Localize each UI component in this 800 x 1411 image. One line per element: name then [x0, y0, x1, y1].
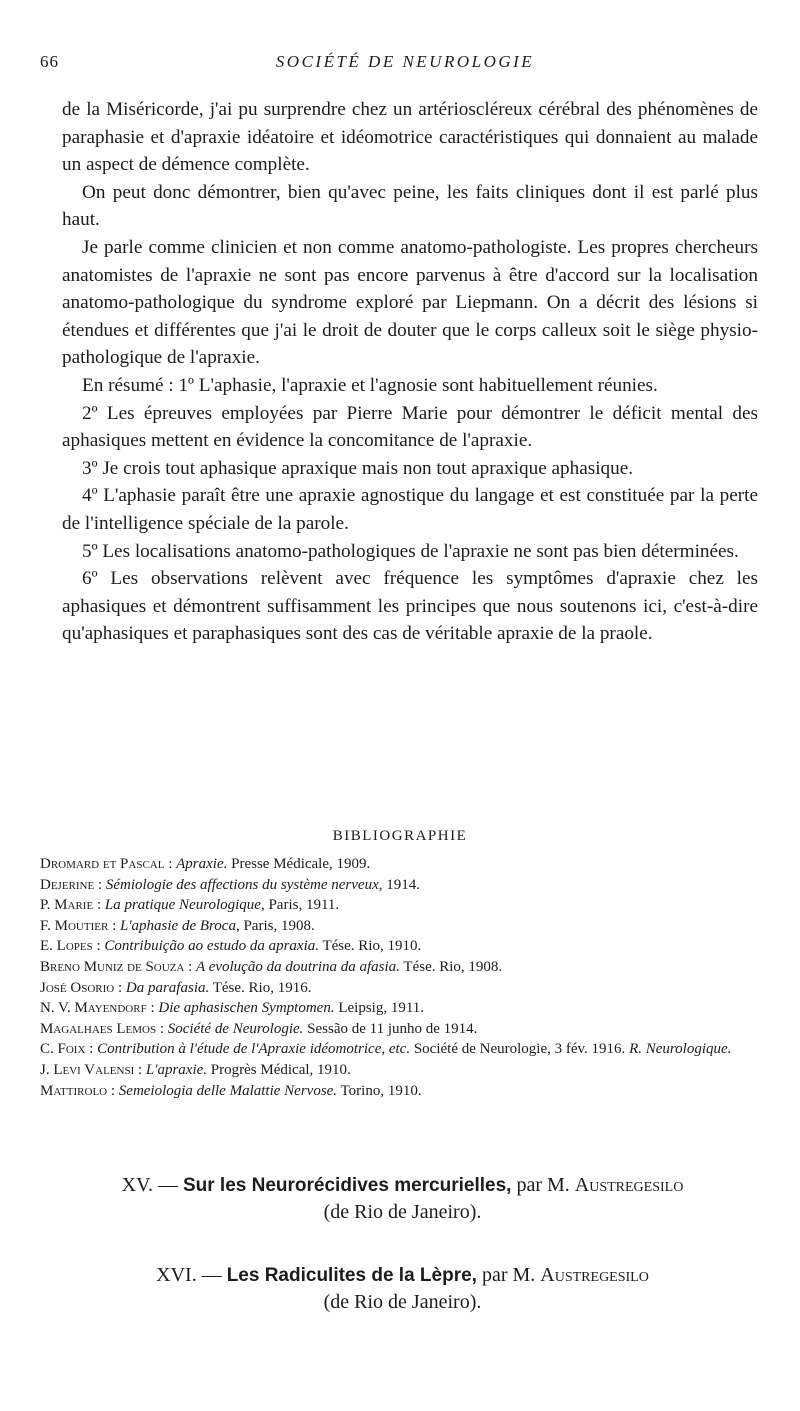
- bib-work: Société de Neurologie.: [167, 1020, 304, 1037]
- section-affiliation: (de Rio de Janeiro).: [323, 1291, 482, 1313]
- bib-work: Da parafasia.: [125, 979, 210, 996]
- bib-sep: :: [114, 979, 126, 996]
- bib-details: Presse Médicale, 1909.: [227, 856, 371, 872]
- bib-work: Sémiologie des affections du système nerveux,: [105, 876, 383, 893]
- section-xv-heading: [40, 1172, 765, 1226]
- bib-author: J. Levi Valensi: [40, 1061, 135, 1078]
- bib-details: Sessão de 11 junho de 1914.: [303, 1020, 478, 1037]
- body-text: [62, 96, 758, 648]
- bib-work: R. Neurologique.: [629, 1041, 732, 1058]
- bib-entry: [40, 1060, 765, 1081]
- bib-author: Mattirolo: [40, 1082, 108, 1099]
- bib-sep: :: [107, 1082, 119, 1099]
- bib-work: L'apraxie.: [145, 1061, 208, 1078]
- bib-details: Tése. Rio, 1910.: [318, 938, 422, 955]
- section-dash: —: [152, 1174, 183, 1196]
- summary-point-3: 3º Je crois tout aphasique apraxique mais non tout apraxique aphasique.: [82, 457, 634, 479]
- bib-entry: [40, 978, 765, 999]
- section-number: XVI.: [156, 1264, 197, 1286]
- bib-entry: [40, 936, 765, 957]
- section-number: XV.: [121, 1174, 153, 1196]
- bib-sep: :: [156, 1020, 168, 1037]
- bibliography-heading: BIBLIOGRAPHIE: [332, 828, 468, 844]
- summary-point-5: 5º Les localisations anatomo-pathologiques de l'apraxie ne sont pas bien déterminées.: [82, 540, 739, 562]
- bib-work: Semeiologia delle Malattie Nervose.: [118, 1082, 338, 1099]
- paragraph-continuation: de la Miséricorde, j'ai pu surprendre chez un artérioscléreux cérébral des phénomènes de paraphasie et d'apraxie idéatoire et idéomotrice caractéristiques qui donnaient au malade un aspect de démence complète.: [62, 99, 758, 176]
- summary-point-4: 4º L'aphasie paraît être une apraxie agnostique du langage et est constituée par la perte de l'intelligence spéciale de la parole.: [62, 485, 758, 534]
- bib-details: Paris, 1911.: [264, 897, 340, 914]
- bib-details: Progrès Médical, 1910.: [207, 1061, 351, 1078]
- paragraph: Je parle comme clinicien et non comme anatomo-pathologiste. Les propres chercheurs anatomistes de l'apraxie ne sont pas encore parvenus à être d'accord sur la localisation anatomo-pathologique du syndrome exploré par Liepmann. On a décrit des lésions si étendues et différentes que j'ai le droit de douter que le corps calleux soit le siège physio-pathologique de l'apraxie.: [62, 236, 758, 369]
- bib-work: Contribution à l'étude de l'Apraxie idéomotrice, etc.: [97, 1041, 411, 1058]
- section-affiliation: (de Rio de Janeiro).: [323, 1201, 482, 1223]
- bib-sep: :: [184, 958, 197, 975]
- bib-work: L'aphasie de Broca,: [119, 917, 240, 934]
- bib-sep: :: [164, 856, 177, 872]
- bib-sep: :: [108, 917, 120, 934]
- section-author: Austregesilo: [574, 1174, 684, 1196]
- bib-entry: [40, 916, 765, 937]
- section-title: Les Radiculites de la Lèpre,: [226, 1265, 477, 1286]
- bibliography: [40, 854, 765, 1101]
- bib-sep: :: [94, 876, 106, 893]
- bib-author: F. Moutier: [40, 917, 109, 934]
- bib-sep: :: [85, 1041, 98, 1058]
- bib-author: Breno Muniz de Souza: [40, 958, 185, 975]
- bib-sep: :: [92, 938, 105, 955]
- section-title: Sur les Neurorécidives mercurielles,: [182, 1175, 512, 1196]
- bib-details: Leipsig, 1911.: [334, 1000, 425, 1017]
- section-by: par M.: [476, 1264, 541, 1286]
- bib-details: Tése. Rio, 1908.: [399, 958, 503, 975]
- bib-work: A evolução da doutrina da afasia.: [196, 958, 400, 975]
- section-xvi-heading: [40, 1262, 765, 1316]
- page-number: 66: [40, 52, 59, 71]
- bib-entry: [40, 957, 765, 978]
- bib-work: Die aphasischen Symptomen.: [158, 1000, 335, 1017]
- bib-work: La pratique Neurologique,: [104, 897, 265, 914]
- running-head: [40, 52, 770, 76]
- bib-entry: [40, 875, 765, 896]
- bib-work: Contribuição ao estudo da apraxia.: [104, 938, 319, 955]
- summary-point-6: 6º Les observations relèvent avec fréquence les symptômes d'apraxie chez les aphasiques et démontrent suffisamment les principes que nous soutenons ici, c'est-à-dire qu'aphasiques et paraphasiques sont des cas de véritable apraxie de la praole.: [62, 568, 758, 645]
- bib-entry: [40, 895, 765, 916]
- bib-sep: :: [93, 897, 105, 914]
- summary-point-1: En résumé : 1º L'aphasie, l'apraxie et l'agnosie sont habituellement réunies.: [82, 374, 658, 396]
- section-dash: —: [196, 1264, 227, 1286]
- bib-work: Apraxie.: [176, 856, 228, 872]
- summary-point-2: 2º Les épreuves employées par Pierre Marie pour démontrer le déficit mental des aphasiques mettent en évidence la concomitance de l'apraxie.: [62, 402, 758, 452]
- bib-author: P. Marie: [40, 897, 94, 914]
- bib-author: Dromard et Pascal: [40, 856, 165, 872]
- bib-author: C. Foix: [40, 1041, 86, 1058]
- bib-author: N. V. Mayendorf: [40, 1000, 147, 1017]
- bib-sep: :: [146, 1000, 159, 1017]
- bib-author: Dejerine: [40, 876, 95, 893]
- bib-entry: [40, 998, 765, 1019]
- bib-sep: :: [134, 1061, 146, 1078]
- section-author: Austregesilo: [540, 1264, 649, 1286]
- paragraph: On peut donc démontrer, bien qu'avec peine, les faits cliniques dont il est parlé plus haut.: [62, 181, 758, 231]
- bib-author: Magalhaes Lemos: [40, 1020, 157, 1037]
- bib-entry: [40, 1039, 765, 1060]
- section-by: par M.: [511, 1174, 575, 1196]
- journal-title: SOCIÉTÉ DE NEUROLOGIE: [275, 52, 535, 71]
- bib-details: Paris, 1908.: [239, 917, 315, 934]
- bib-details: 1914.: [382, 876, 420, 893]
- bib-author: E. Lopes: [40, 938, 93, 955]
- bib-entry: [40, 1019, 765, 1040]
- bib-details: Tése. Rio, 1916.: [209, 979, 312, 996]
- bib-author: José Osorio: [40, 979, 115, 996]
- bib-entry: [40, 854, 765, 875]
- bib-entry: [40, 1081, 765, 1102]
- bib-details: Torino, 1910.: [337, 1082, 422, 1099]
- bib-details: Société de Neurologie, 3 fév. 1916.: [410, 1041, 630, 1058]
